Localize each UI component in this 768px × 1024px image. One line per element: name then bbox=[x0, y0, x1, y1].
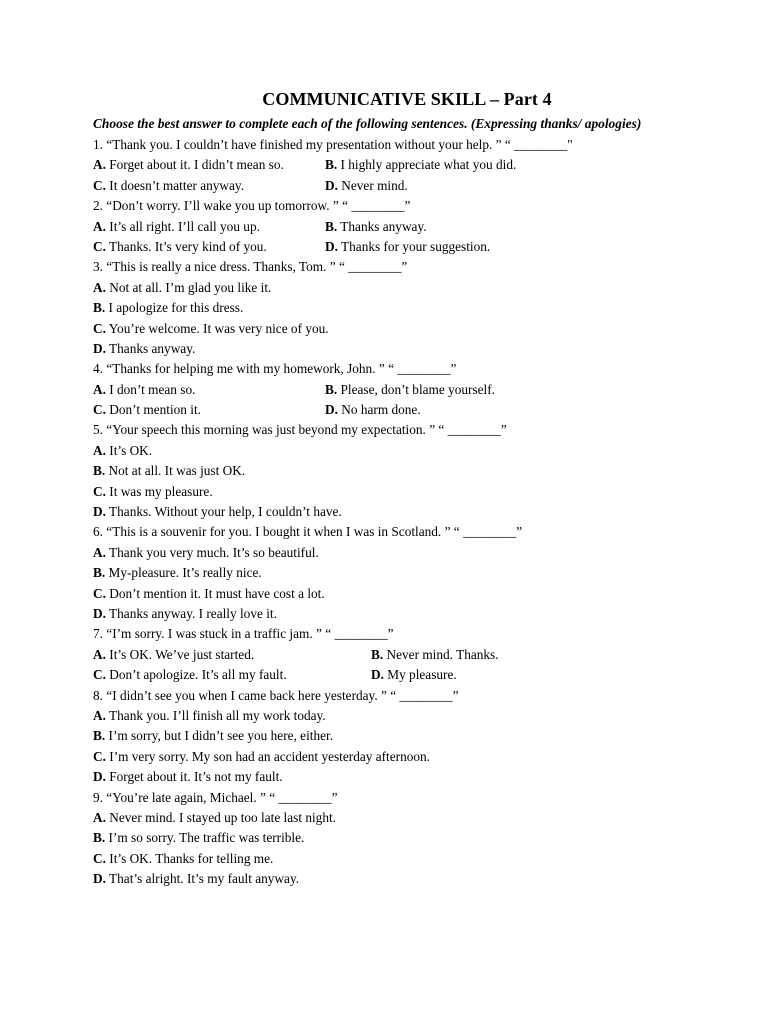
answer-option[interactable] bbox=[93, 808, 336, 828]
option-letter: A. bbox=[93, 381, 106, 397]
option-text: Thanks anyway. bbox=[105, 340, 196, 356]
option-text: My-pleasure. It’s really nice. bbox=[105, 565, 262, 581]
answer-option[interactable] bbox=[371, 645, 499, 665]
option-text: That’s alright. It’s my fault anyway. bbox=[105, 871, 300, 887]
option-letter: B. bbox=[325, 218, 338, 234]
option-row bbox=[93, 217, 693, 237]
answer-option[interactable] bbox=[93, 645, 371, 665]
option-row bbox=[93, 155, 693, 175]
question-stem: 7. “I’m sorry. I was stuck in a traffic jam. ” “ ________” bbox=[93, 626, 394, 642]
answer-option[interactable] bbox=[325, 400, 421, 420]
option-row bbox=[93, 441, 693, 461]
option-row bbox=[93, 869, 693, 889]
option-text: Thanks anyway. bbox=[337, 218, 427, 234]
question-stem: 1. “Thank you. I couldn’t have finished my presentation without your help. ” “ ________" bbox=[93, 137, 573, 152]
option-row bbox=[93, 645, 693, 665]
answer-option[interactable] bbox=[93, 706, 326, 726]
answer-option[interactable] bbox=[93, 849, 273, 869]
option-text: You’re welcome. It was very nice of you. bbox=[105, 320, 329, 336]
answer-option[interactable] bbox=[93, 502, 342, 522]
answer-option[interactable] bbox=[325, 237, 490, 257]
answer-option[interactable] bbox=[371, 665, 457, 685]
option-letter: A. bbox=[93, 218, 106, 234]
option-row bbox=[93, 584, 693, 604]
question-list bbox=[93, 135, 693, 889]
option-text: It’s OK. Thanks for telling me. bbox=[105, 850, 274, 866]
option-letter: C. bbox=[93, 748, 106, 764]
option-letter: C. bbox=[93, 177, 106, 193]
answer-option[interactable] bbox=[93, 869, 299, 889]
answer-option[interactable] bbox=[325, 217, 427, 237]
option-letter: B. bbox=[371, 646, 384, 662]
option-letter: B. bbox=[93, 728, 106, 744]
option-letter: D. bbox=[371, 667, 384, 683]
answer-option[interactable] bbox=[93, 828, 304, 848]
option-letter: D. bbox=[93, 769, 106, 785]
question-block bbox=[93, 788, 693, 890]
option-row bbox=[93, 706, 693, 726]
option-row bbox=[93, 319, 693, 339]
question-block bbox=[93, 522, 693, 624]
option-text: Thanks anyway. I really love it. bbox=[105, 605, 277, 621]
answer-option[interactable] bbox=[93, 380, 325, 400]
question-block bbox=[93, 624, 693, 685]
question-block bbox=[93, 686, 693, 788]
option-row bbox=[93, 298, 693, 318]
option-letter: A. bbox=[93, 279, 106, 295]
option-text: My pleasure. bbox=[383, 667, 457, 683]
option-row bbox=[93, 339, 693, 359]
answer-option[interactable] bbox=[93, 461, 245, 481]
option-letter: D. bbox=[93, 340, 106, 356]
option-row bbox=[93, 237, 693, 257]
option-text: Not at all. It was just OK. bbox=[105, 463, 246, 479]
option-letter: D. bbox=[93, 504, 106, 520]
option-letter: C. bbox=[93, 483, 106, 499]
question-stem: 6. “This is a souvenir for you. I bought it when I was in Scotland. ” “ ________” bbox=[93, 524, 523, 540]
answer-option[interactable] bbox=[93, 217, 325, 237]
worksheet bbox=[93, 88, 693, 889]
answer-option[interactable] bbox=[93, 604, 277, 624]
option-letter: B. bbox=[325, 157, 338, 173]
option-row bbox=[93, 400, 693, 420]
option-letter: A. bbox=[93, 809, 106, 825]
option-letter: C. bbox=[93, 850, 106, 866]
answer-option[interactable] bbox=[93, 665, 371, 685]
option-text: I’m very sorry. My son had an accident yesterday afternoon. bbox=[105, 748, 430, 764]
question-block bbox=[93, 420, 693, 522]
option-letter: C. bbox=[93, 667, 106, 683]
option-text: I’m sorry, but I didn’t see you here, either. bbox=[105, 728, 334, 744]
option-row bbox=[93, 726, 693, 746]
answer-option[interactable] bbox=[93, 747, 430, 767]
option-row bbox=[93, 176, 693, 196]
option-text: I highly appreciate what you did. bbox=[337, 157, 517, 173]
option-text: It’s OK. We’ve just started. bbox=[105, 646, 255, 662]
option-text: Never mind. bbox=[337, 177, 408, 193]
option-text: I don’t mean so. bbox=[105, 381, 196, 397]
option-row bbox=[93, 747, 693, 767]
option-letter: D. bbox=[325, 238, 338, 254]
option-letter: C. bbox=[93, 320, 106, 336]
answer-option[interactable] bbox=[325, 176, 408, 196]
answer-option[interactable] bbox=[93, 584, 325, 604]
option-letter: A. bbox=[93, 707, 106, 723]
answer-option[interactable] bbox=[93, 319, 329, 339]
option-letter: B. bbox=[93, 565, 106, 581]
option-text: I’m so sorry. The traffic was terrible. bbox=[105, 830, 305, 846]
option-text: No harm done. bbox=[337, 402, 421, 418]
option-text: Thanks for your suggestion. bbox=[337, 238, 491, 254]
option-letter: D. bbox=[93, 605, 106, 621]
question-block bbox=[93, 257, 693, 359]
option-letter: B. bbox=[93, 300, 106, 316]
option-text: It doesn’t matter anyway. bbox=[105, 177, 245, 193]
option-row bbox=[93, 767, 693, 787]
option-text: Never mind. I stayed up too late last night. bbox=[105, 809, 336, 825]
answer-option[interactable] bbox=[93, 237, 325, 257]
option-text: I apologize for this dress. bbox=[105, 300, 244, 316]
answer-option[interactable] bbox=[93, 298, 243, 318]
option-letter: B. bbox=[93, 830, 106, 846]
answer-option[interactable] bbox=[93, 278, 271, 298]
question-stem: 5. “Your speech this morning was just beyond my expectation. ” “ ________” bbox=[93, 422, 507, 438]
option-letter: A. bbox=[93, 442, 106, 458]
option-text: Forget about it. I didn’t mean so. bbox=[105, 157, 284, 173]
option-letter: A. bbox=[93, 646, 106, 662]
option-text: It was my pleasure. bbox=[105, 483, 213, 499]
option-letter: A. bbox=[93, 157, 106, 173]
option-text: Don’t mention it. It must have cost a lot. bbox=[105, 585, 325, 601]
answer-option[interactable] bbox=[93, 155, 325, 175]
answer-option[interactable] bbox=[93, 400, 325, 420]
option-text: Thanks. Without your help, I couldn’t have. bbox=[105, 504, 342, 520]
option-row bbox=[93, 461, 693, 481]
option-row bbox=[93, 543, 693, 563]
option-text: Forget about it. It’s not my fault. bbox=[105, 769, 283, 785]
answer-option[interactable] bbox=[93, 543, 319, 563]
answer-option[interactable] bbox=[93, 726, 333, 746]
instructions: Choose the best answer to complete each of the following sentences. (Expressing thanks/ apologies) bbox=[93, 116, 642, 131]
option-text: Thanks. It’s very kind of you. bbox=[105, 238, 267, 254]
answer-option[interactable] bbox=[93, 176, 325, 196]
option-text: Don’t apologize. It’s all my fault. bbox=[105, 667, 287, 683]
option-letter: C. bbox=[93, 402, 106, 418]
answer-option[interactable] bbox=[93, 563, 262, 583]
answer-option[interactable] bbox=[93, 339, 195, 359]
option-text: It’s OK. bbox=[105, 442, 153, 458]
question-block bbox=[93, 196, 693, 257]
question-stem: 9. “You’re late again, Michael. ” “ ________” bbox=[93, 789, 338, 805]
answer-option[interactable] bbox=[93, 767, 283, 787]
question-block bbox=[93, 359, 693, 420]
page-title: COMMUNICATIVE SKILL – Part 4 bbox=[262, 89, 552, 109]
option-row bbox=[93, 502, 693, 522]
option-row bbox=[93, 278, 693, 298]
answer-option[interactable] bbox=[325, 155, 516, 175]
option-row bbox=[93, 849, 693, 869]
option-letter: D. bbox=[325, 402, 338, 418]
option-letter: B. bbox=[325, 381, 338, 397]
option-row bbox=[93, 482, 693, 502]
option-text: Not at all. I’m glad you like it. bbox=[105, 279, 272, 295]
option-letter: D. bbox=[325, 177, 338, 193]
option-text: Never mind. Thanks. bbox=[383, 646, 499, 662]
option-text: Please, don’t blame yourself. bbox=[337, 381, 496, 397]
question-stem: 4. “Thanks for helping me with my homework, John. ” “ ________” bbox=[93, 361, 457, 377]
answer-option[interactable] bbox=[93, 482, 213, 502]
question-stem: 8. “I didn’t see you when I came back here yesterday. ” “ ________” bbox=[93, 687, 459, 703]
option-letter: C. bbox=[93, 238, 106, 254]
question-stem: 2. “Don’t worry. I’ll wake you up tomorrow. ” “ ________” bbox=[93, 198, 411, 214]
question-stem: 3. “This is really a nice dress. Thanks, Tom. ” “ ________” bbox=[93, 259, 408, 275]
option-text: Thank you. I’ll finish all my work today. bbox=[105, 707, 326, 723]
option-letter: A. bbox=[93, 544, 106, 560]
question-block bbox=[93, 135, 693, 196]
option-row bbox=[93, 828, 693, 848]
option-row bbox=[93, 563, 693, 583]
option-letter: D. bbox=[93, 871, 106, 887]
answer-option[interactable] bbox=[93, 441, 152, 461]
option-row bbox=[93, 665, 693, 685]
option-text: It’s all right. I’ll call you up. bbox=[105, 218, 260, 234]
option-row bbox=[93, 808, 693, 828]
option-letter: B. bbox=[93, 463, 106, 479]
option-text: Thank you very much. It’s so beautiful. bbox=[105, 544, 319, 560]
option-text: Don’t mention it. bbox=[105, 402, 201, 418]
answer-option[interactable] bbox=[325, 380, 495, 400]
option-letter: C. bbox=[93, 585, 106, 601]
option-row bbox=[93, 604, 693, 624]
option-row bbox=[93, 380, 693, 400]
